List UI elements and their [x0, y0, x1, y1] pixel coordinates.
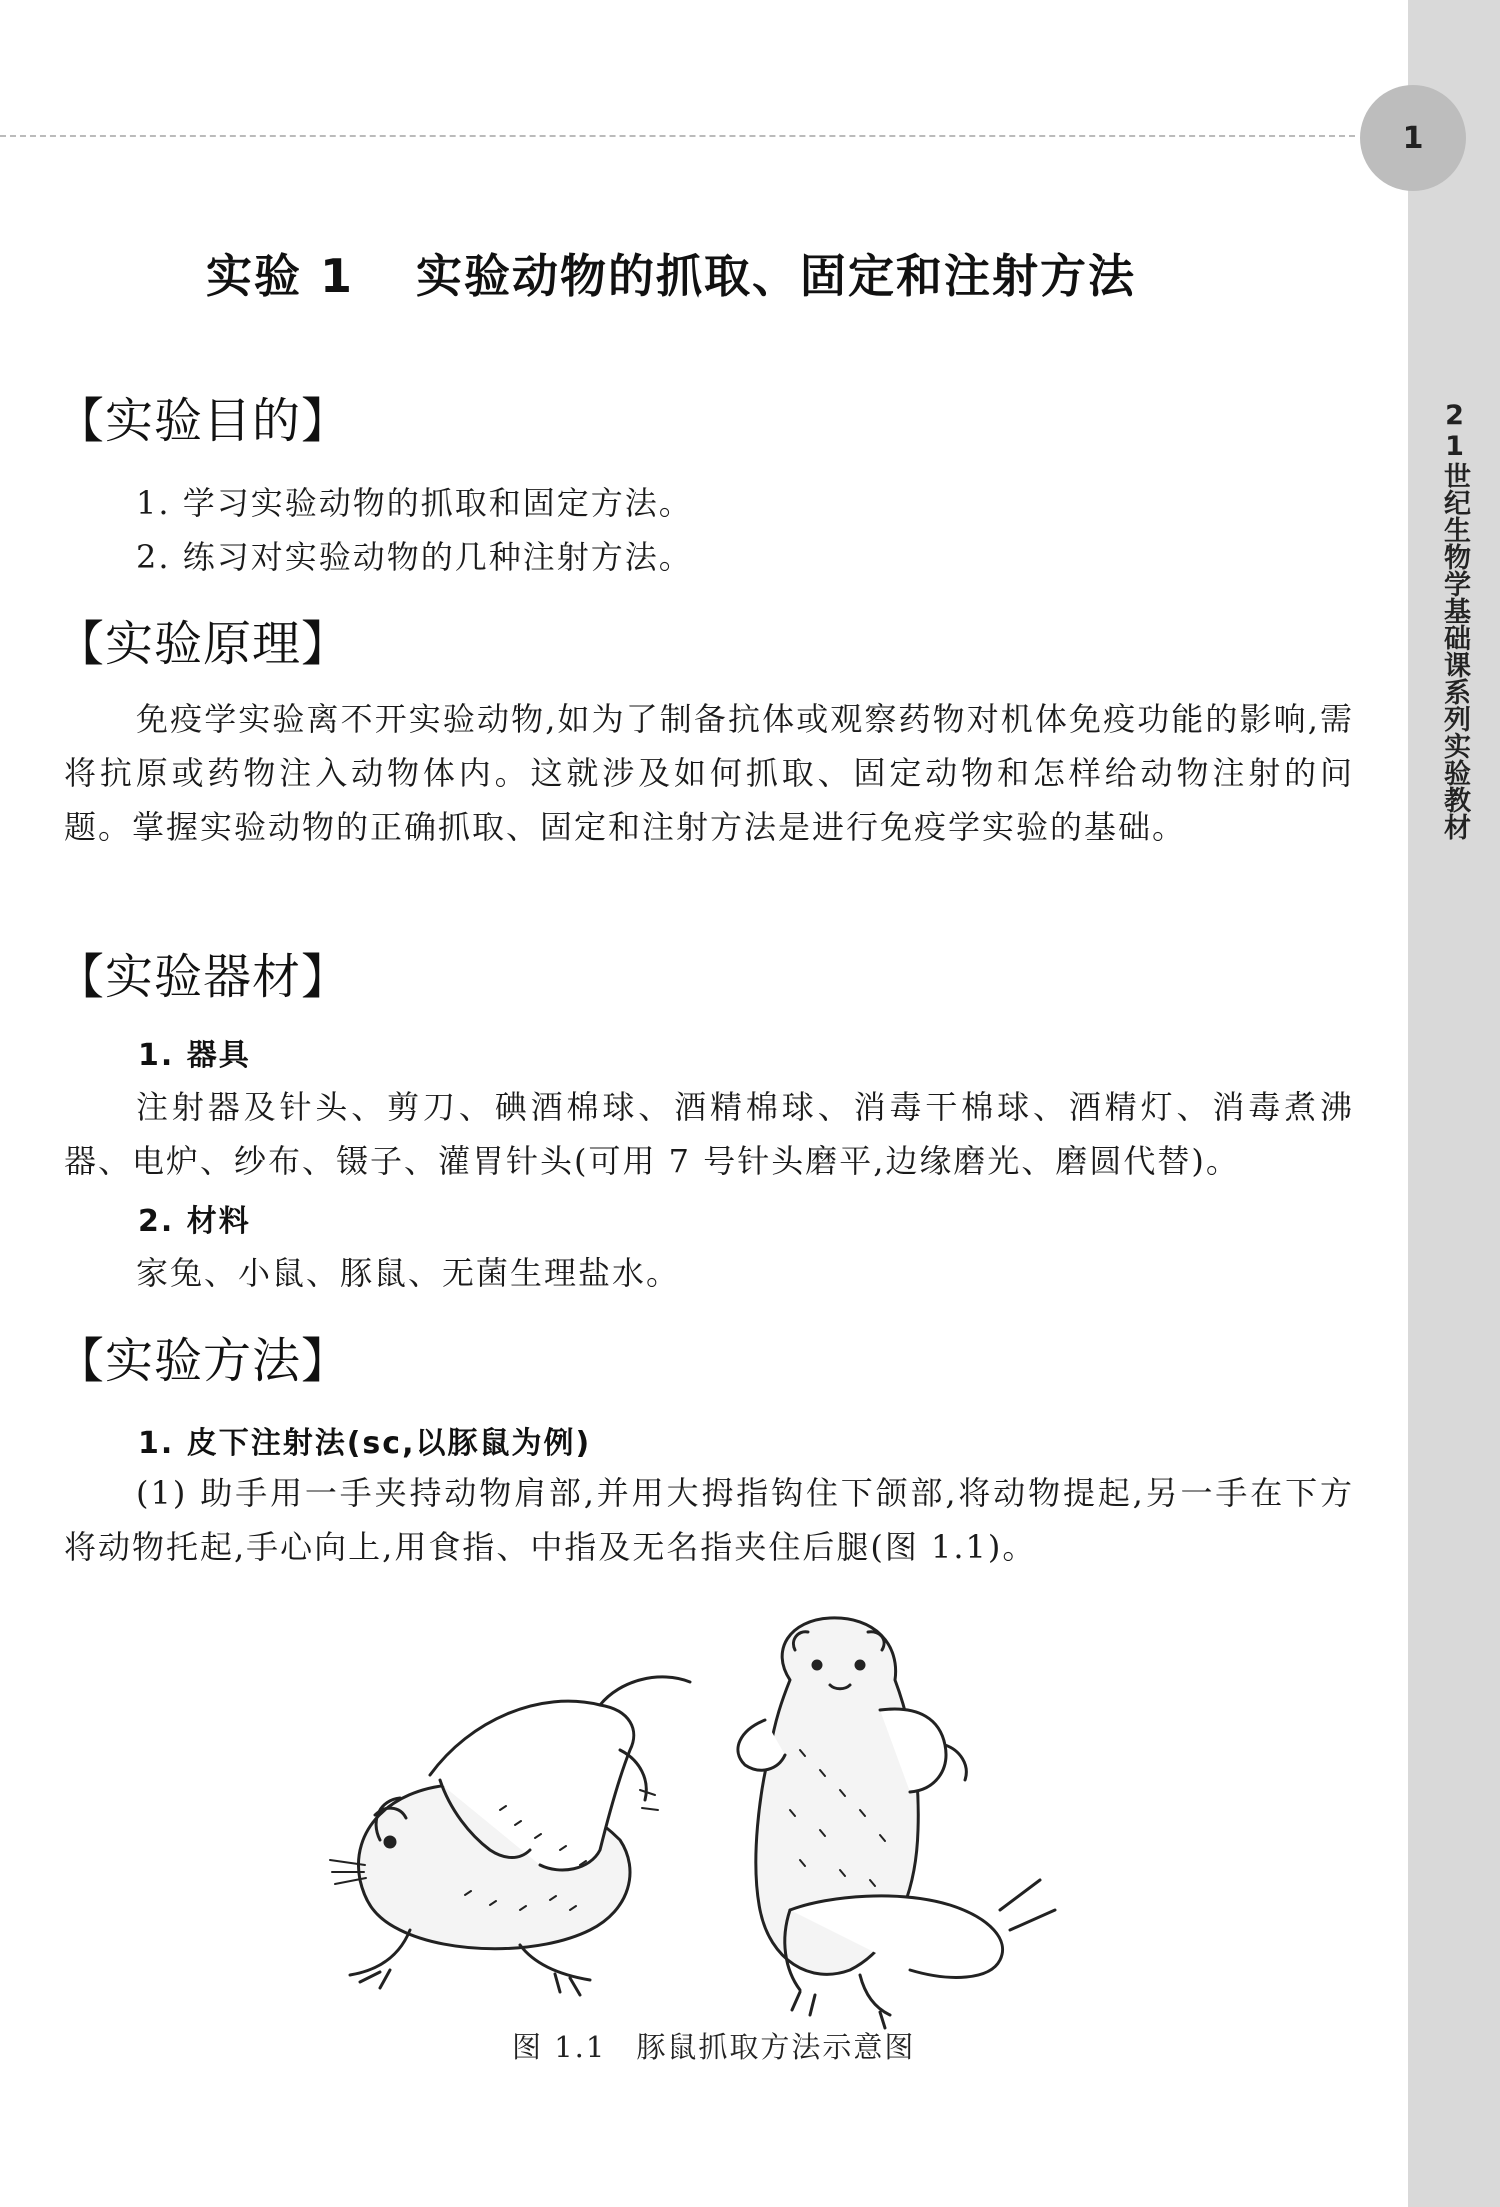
supplies-paragraph: 家兔、小鼠、豚鼠、无菌生理盐水。	[136, 1254, 681, 1292]
section-heading-purpose: 【实验目的】	[56, 393, 351, 449]
method-step-paragraph: (1) 助手用一手夹持动物肩部,并用大拇指钩住下颌部,将动物提起,另一手在下方将动物托起,手心向上,用食指、中指及无名指夹住后腿(图 1.1)。	[64, 1474, 1354, 1566]
guinea-pig-held-from-above	[330, 1677, 690, 1995]
chapter-title-text: 实验动物的抓取、固定和注射方法	[416, 249, 1137, 303]
side-band	[1408, 0, 1500, 2207]
figure-number: 图 1.1	[512, 2030, 607, 2064]
guinea-pig-held-upright	[738, 1618, 1055, 2028]
figure-caption-text: 豚鼠抓取方法示意图	[636, 2030, 916, 2064]
series-title: 21世纪生物学基础课系列实验教材	[1439, 400, 1470, 840]
section-heading-method: 【实验方法】	[56, 1333, 351, 1389]
purpose-item: 1. 学习实验动物的抓取和固定方法。	[136, 484, 693, 522]
figure-illustration	[320, 1610, 1120, 2030]
guinea-pig-handling-illustration	[320, 1610, 1120, 2030]
tools-subheading: 1. 器具	[138, 1038, 251, 1073]
method-subheading: 1. 皮下注射法(sc,以豚鼠为例)	[138, 1426, 592, 1461]
supplies-subheading: 2. 材料	[138, 1204, 251, 1239]
tools-paragraph: 注射器及针头、剪刀、碘酒棉球、酒精棉球、消毒干棉球、酒精灯、消毒煮沸器、电炉、纱布、镊子、灌胃针头(可用 7 号针头磨平,边缘磨光、磨圆代替)。	[64, 1088, 1354, 1180]
purpose-item: 2. 练习对实验动物的几种注射方法。	[136, 538, 693, 576]
chapter-number: 实验 1	[206, 249, 355, 303]
figure-caption	[512, 2025, 915, 2066]
header-dashed-rule	[0, 135, 1355, 137]
section-heading-materials: 【实验器材】	[56, 949, 351, 1005]
section-heading-principle: 【实验原理】	[56, 616, 351, 672]
chapter-title	[206, 240, 1306, 306]
principle-paragraph: 免疫学实验离不开实验动物,如为了制备抗体或观察药物对机体免疫功能的影响,需将抗原或药物注入动物体内。这就涉及如何抓取、固定动物和怎样给动物注射的问题。掌握实验动物的正确抓取、固定和注射方法是进行免疫学实验的基础。	[64, 700, 1354, 846]
page-number: 1	[1360, 85, 1466, 191]
